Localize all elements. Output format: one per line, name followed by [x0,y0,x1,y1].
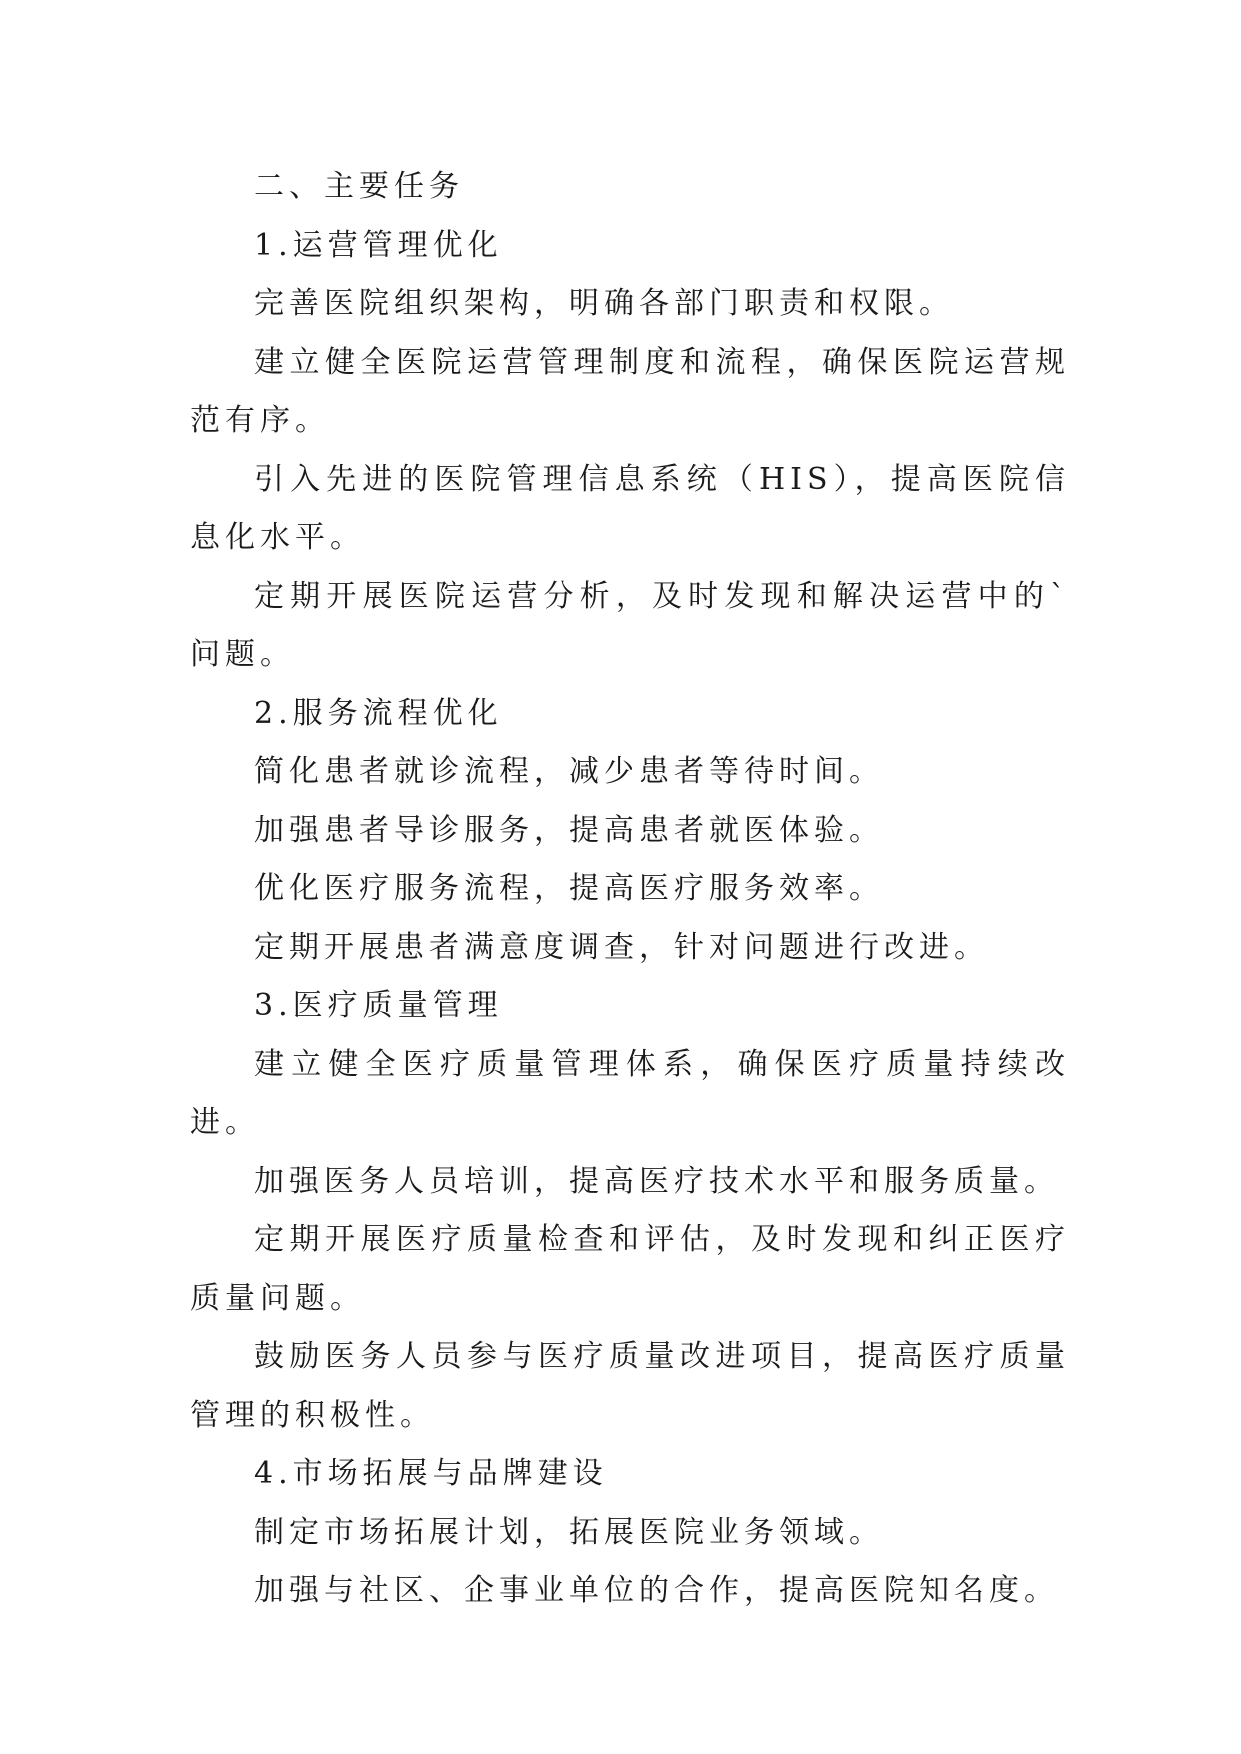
body-paragraph: 简化患者就诊流程，减少患者等待时间。 [254,754,884,789]
body-paragraph: 鼓励医务人员参与医疗质量改进项目，提高医疗质量管理的积极性。 [190,1339,1070,1433]
body-paragraph: 加强医务人员培训，提高医疗技术水平和服务质量。 [254,1163,1059,1199]
body-paragraph: 完善医院组织架构，明确各部门职责和权限。 [254,286,954,321]
section-heading: 二、主要任务 [254,169,464,204]
subsection-heading: 4.市场拓展与品牌建设 [254,1456,608,1491]
body-paragraph: 引入先进的医院管理信息系统（HIS），提高医院信息化水平。 [190,461,1070,555]
body-paragraph: 制定市场拓展计划，拓展医院业务领域。 [254,1514,884,1550]
body-paragraph: 定期开展医院运营分析，及时发现和解决运营中的`问题。 [190,578,1070,672]
subsection-heading: 3.医疗质量管理 [254,988,503,1023]
body-paragraph: 定期开展患者满意度调查，针对问题进行改进。 [254,929,989,965]
body-paragraph: 加强与社区、企事业单位的合作，提高医院知名度。 [254,1573,1059,1608]
body-paragraph: 建立健全医院运营管理制度和流程，确保医院运营规范有序。 [190,344,1070,438]
document-body [190,158,1070,1621]
body-paragraph: 建立健全医疗质量管理体系，确保医疗质量持续改进。 [190,1046,1070,1140]
subsection-heading: 1.运营管理优化 [254,227,503,263]
subsection-heading: 2.服务流程优化 [254,695,503,731]
body-paragraph: 定期开展医疗质量检查和评估，及时发现和纠正医疗质量问题。 [190,1222,1070,1316]
body-paragraph: 加强患者导诊服务，提高患者就医体验。 [254,812,884,848]
body-paragraph: 优化医疗服务流程，提高医疗服务效率。 [254,871,884,906]
